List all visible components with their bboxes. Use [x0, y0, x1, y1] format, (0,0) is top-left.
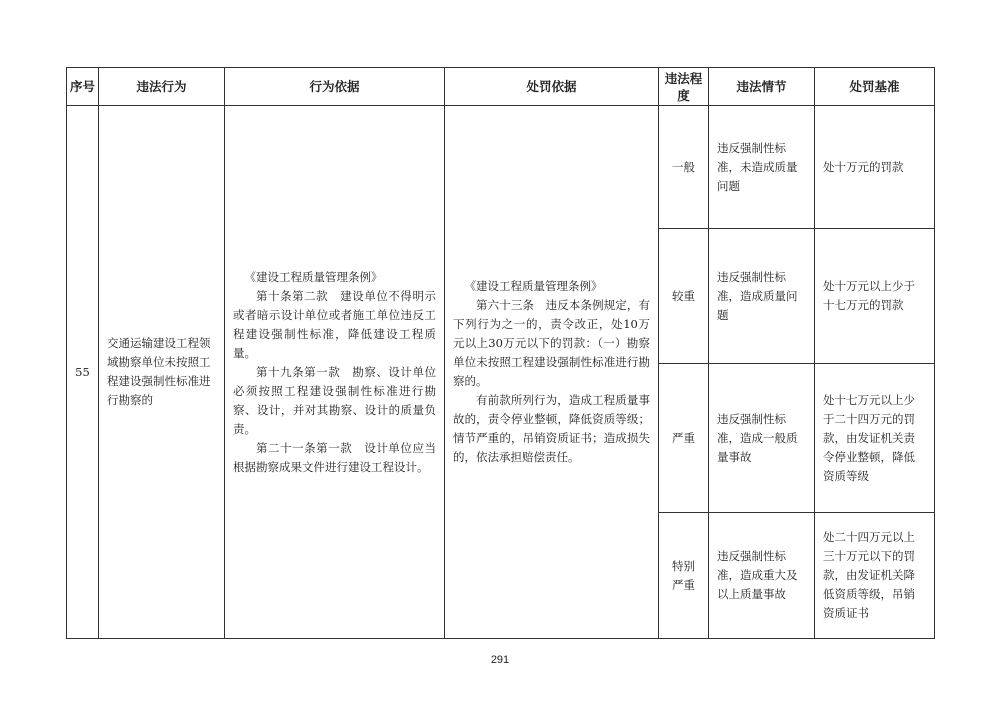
circumstance-text: 违反强制性标准，造成质量问题: [717, 269, 798, 322]
standard-cell: [815, 106, 935, 229]
basis-paragraph: 第二十一条第一款 设计单位应当根据勘察成果文件进行建设工程设计。: [233, 440, 436, 474]
header-row: [67, 68, 935, 106]
circumstance-cell: [709, 106, 815, 229]
basis-cell: [225, 106, 445, 639]
standard-text: 处十万元的罚款: [823, 159, 904, 174]
degree-cell: 一般: [659, 106, 709, 229]
degree-text: 特别严重: [671, 558, 695, 592]
standard-text: 处二十四万元以上三十万元以下的罚款，由发证机关降低资质等级，吊销资质证书: [823, 530, 915, 620]
basis-title: 《建设工程质量管理条例》: [244, 269, 383, 284]
seq-cell: 55: [67, 106, 99, 639]
penalty-basis-paragraph: 有前款所列行为，造成工程质量事故的，责令停业整顿，降低资质等级；情节严重的，吊销资质证书；造成损失的，依法承担赔偿责任。: [453, 393, 650, 464]
basis-paragraph: 第十九条第一款 勘察、设计单位必须按照工程建设强制性标准进行勘察、设计，并对其勘察、设计的质量负责。: [233, 364, 436, 436]
page-number: 291: [490, 654, 510, 666]
penalty-basis-cell: [445, 106, 659, 639]
circumstance-cell: [709, 229, 815, 364]
penalty-table: [66, 67, 935, 639]
act-cell: [99, 106, 225, 639]
standard-cell: [815, 513, 935, 639]
header-seq: 序号: [67, 68, 99, 106]
standard-cell: [815, 229, 935, 364]
degree-cell: 较重: [659, 229, 709, 364]
standard-text: 处十万元以上少于十七万元的罚款: [823, 279, 915, 312]
penalty-basis-title: 《建设工程质量管理条例》: [464, 279, 603, 293]
header-penalty-basis: 处罚依据: [445, 68, 659, 106]
header-standard: 处罚基准: [815, 68, 935, 106]
act-text: 交通运输建设工程领域勘察单位未按照工程建设强制性标准进行勘察的: [107, 336, 211, 407]
degree-cell: [659, 513, 709, 639]
penalty-basis-paragraph: 第六十三条 违反本条例规定，有下列行为之一的，责令改正，处10万元以上30万元以下的罚款：（一）勘察单位未按照工程建设强制性标准进行勘察的。: [453, 298, 650, 388]
standard-text: 处十七万元以上少于二十四万元的罚款，由发证机关责令停业整顿，降低资质等级: [823, 392, 915, 483]
header-circumstance: 违法情节: [709, 68, 815, 106]
degree-cell: 严重: [659, 364, 709, 513]
header-basis: 行为依据: [225, 68, 445, 106]
circumstance-text: 违反强制性标准，未造成质量问题: [717, 140, 798, 193]
header-degree: 违法程度: [659, 68, 709, 106]
header-act: 违法行为: [99, 68, 225, 106]
circumstance-cell: [709, 513, 815, 639]
circumstance-text: 违反强制性标准，造成一般质量事故: [717, 411, 798, 464]
circumstance-text: 违反强制性标准，造成重大及以上质量事故: [717, 549, 798, 601]
table-row: [67, 106, 935, 229]
circumstance-cell: [709, 364, 815, 513]
standard-cell: [815, 364, 935, 513]
basis-paragraph: 第十条第二款 建设单位不得明示或者暗示设计单位或者施工单位违反工程建设强制性标准，降低建设工程质量。: [233, 288, 436, 360]
